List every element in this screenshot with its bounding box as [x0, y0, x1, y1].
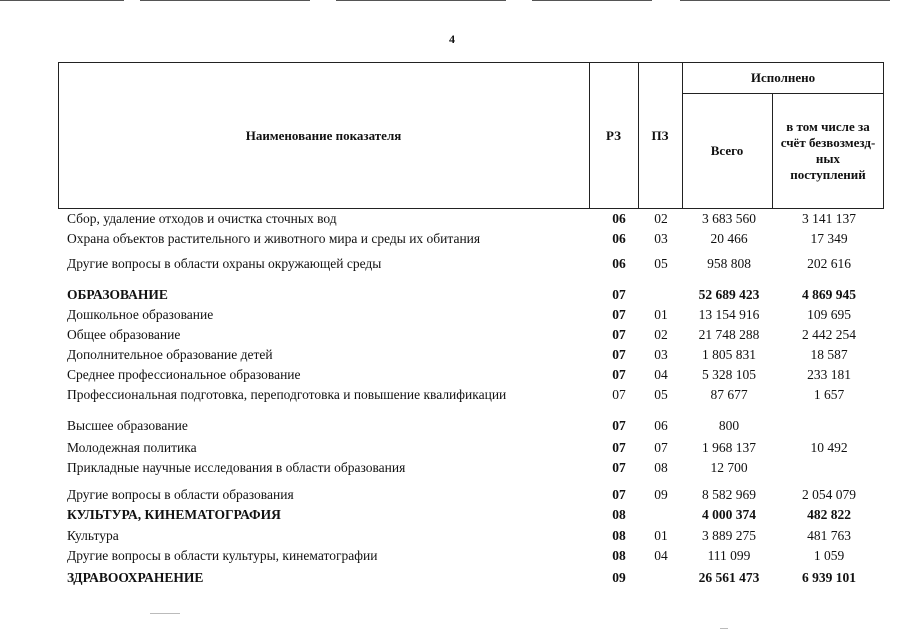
- row-free: 18 587: [810, 347, 848, 362]
- row-free: 1 059: [813, 548, 845, 563]
- header-pz: ПЗ: [651, 127, 669, 143]
- table-row: [0, 440, 906, 460]
- row-name: Охрана объектов растительного и животного мира и среды их обитания: [67, 231, 481, 246]
- row-name: Дополнительное образование детей: [67, 347, 273, 362]
- row-rz: 07: [612, 307, 626, 322]
- row-total: 3 889 275: [702, 528, 756, 543]
- row-rz: 08: [612, 528, 626, 543]
- table-row: [0, 507, 906, 527]
- table-row: [0, 367, 906, 387]
- row-total: 1 968 137: [702, 440, 756, 455]
- scan-artifact: [140, 0, 310, 1]
- table-row: [0, 570, 906, 590]
- row-pz: 02: [654, 327, 668, 342]
- row-total: 8 582 969: [702, 487, 756, 502]
- table-row: [0, 211, 906, 231]
- row-free: 3 141 137: [802, 211, 856, 226]
- row-free: 109 695: [807, 307, 851, 322]
- row-pz: 08: [654, 460, 668, 475]
- row-pz: 02: [654, 211, 668, 226]
- row-rz: 06: [612, 231, 626, 246]
- row-rz: 07: [612, 387, 626, 402]
- scan-artifact: [720, 628, 728, 629]
- row-name: Культура: [67, 528, 119, 543]
- row-rz: 08: [612, 507, 626, 522]
- row-free: 10 492: [810, 440, 848, 455]
- scan-artifact: [150, 613, 180, 614]
- row-pz: 07: [654, 440, 668, 455]
- row-total: 1 805 831: [702, 347, 756, 362]
- row-total: 12 700: [710, 460, 748, 475]
- header-name: Наименование показателя: [245, 127, 402, 143]
- row-pz: 04: [654, 548, 668, 563]
- row-name: Другие вопросы в области культуры, кинематографии: [67, 548, 378, 563]
- row-pz: 01: [654, 307, 668, 322]
- row-free: 1 657: [813, 387, 845, 402]
- row-name: ЗДРАВООХРАНЕНИЕ: [67, 570, 204, 585]
- row-total: 4 000 374: [702, 507, 756, 522]
- row-free: 482 822: [807, 507, 851, 522]
- table-row: [0, 528, 906, 548]
- row-total: 52 689 423: [698, 287, 760, 302]
- row-rz: 07: [612, 460, 626, 475]
- row-rz: 07: [612, 418, 626, 433]
- row-rz: 07: [612, 327, 626, 342]
- table-row: [0, 460, 906, 480]
- row-total: 13 154 916: [698, 307, 760, 322]
- row-rz: 08: [612, 548, 626, 563]
- row-rz: 07: [612, 440, 626, 455]
- row-free: 2 054 079: [802, 487, 856, 502]
- table-row: [0, 256, 906, 276]
- scan-artifact: [336, 0, 506, 1]
- row-rz: 07: [612, 287, 626, 302]
- table-row: [0, 418, 906, 438]
- table-row: [0, 287, 906, 307]
- header-including-free: в том числе за счёт безвозмезд-ных поступлений: [780, 119, 876, 182]
- row-pz: 05: [654, 387, 668, 402]
- row-free: 17 349: [810, 231, 848, 246]
- row-free: 6 939 101: [802, 570, 856, 585]
- scan-artifact: [680, 0, 890, 1]
- row-free: 2 442 254: [802, 327, 856, 342]
- row-pz: 03: [654, 231, 668, 246]
- table-row: [0, 548, 906, 568]
- row-total: 87 677: [710, 387, 748, 402]
- table-row: [0, 327, 906, 347]
- header-executed: Исполнено: [750, 69, 816, 85]
- row-rz: 07: [612, 347, 626, 362]
- row-name: Профессиональная подготовка, переподготовка и повышение квалификации: [67, 387, 507, 402]
- row-rz: 06: [612, 256, 626, 271]
- row-name: Высшее образование: [67, 418, 188, 433]
- row-name: Другие вопросы в области образования: [67, 487, 294, 502]
- row-rz: 06: [612, 211, 626, 226]
- row-name: ОБРАЗОВАНИЕ: [67, 287, 168, 302]
- row-name: Сбор, удаление отходов и очистка сточных вод: [67, 211, 337, 226]
- row-free: 4 869 945: [802, 287, 856, 302]
- row-free: 233 181: [807, 367, 851, 382]
- header-total: Всего: [710, 143, 744, 158]
- row-pz: 03: [654, 347, 668, 362]
- row-rz: 07: [612, 367, 626, 382]
- row-free: 481 763: [807, 528, 851, 543]
- page-number: 4: [449, 32, 455, 46]
- row-name: Прикладные научные исследования в области образования: [67, 460, 406, 475]
- row-name: Общее образование: [67, 327, 181, 342]
- table-row: [0, 387, 906, 407]
- scan-artifact: [532, 0, 652, 1]
- row-name: Другие вопросы в области охраны окружающей среды: [67, 256, 382, 271]
- row-total: 800: [718, 418, 740, 433]
- row-rz: 09: [612, 570, 626, 585]
- row-total: 21 748 288: [698, 327, 760, 342]
- table-row: [0, 231, 906, 251]
- row-name: Среднее профессиональное образование: [67, 367, 301, 382]
- row-pz: 09: [654, 487, 668, 502]
- table-row: [0, 487, 906, 507]
- row-name: КУЛЬТУРА, КИНЕМАТОГРАФИЯ: [67, 507, 281, 522]
- row-pz: 04: [654, 367, 668, 382]
- row-name: Молодежная политика: [67, 440, 197, 455]
- row-pz: 06: [654, 418, 668, 433]
- table-row: [0, 347, 906, 367]
- row-total: 20 466: [710, 231, 748, 246]
- row-total: 3 683 560: [702, 211, 756, 226]
- row-total: 5 328 105: [702, 367, 756, 382]
- row-pz: 01: [654, 528, 668, 543]
- row-total: 26 561 473: [698, 570, 760, 585]
- table-row: [0, 307, 906, 327]
- row-rz: 07: [612, 487, 626, 502]
- table-header: [58, 62, 884, 209]
- row-pz: 05: [654, 256, 668, 271]
- scan-artifact: [0, 0, 124, 1]
- row-total: 111 099: [707, 548, 751, 563]
- row-free: 202 616: [807, 256, 851, 271]
- row-total: 958 808: [707, 256, 751, 271]
- header-rz: РЗ: [606, 127, 621, 143]
- row-name: Дошкольное образование: [67, 307, 214, 322]
